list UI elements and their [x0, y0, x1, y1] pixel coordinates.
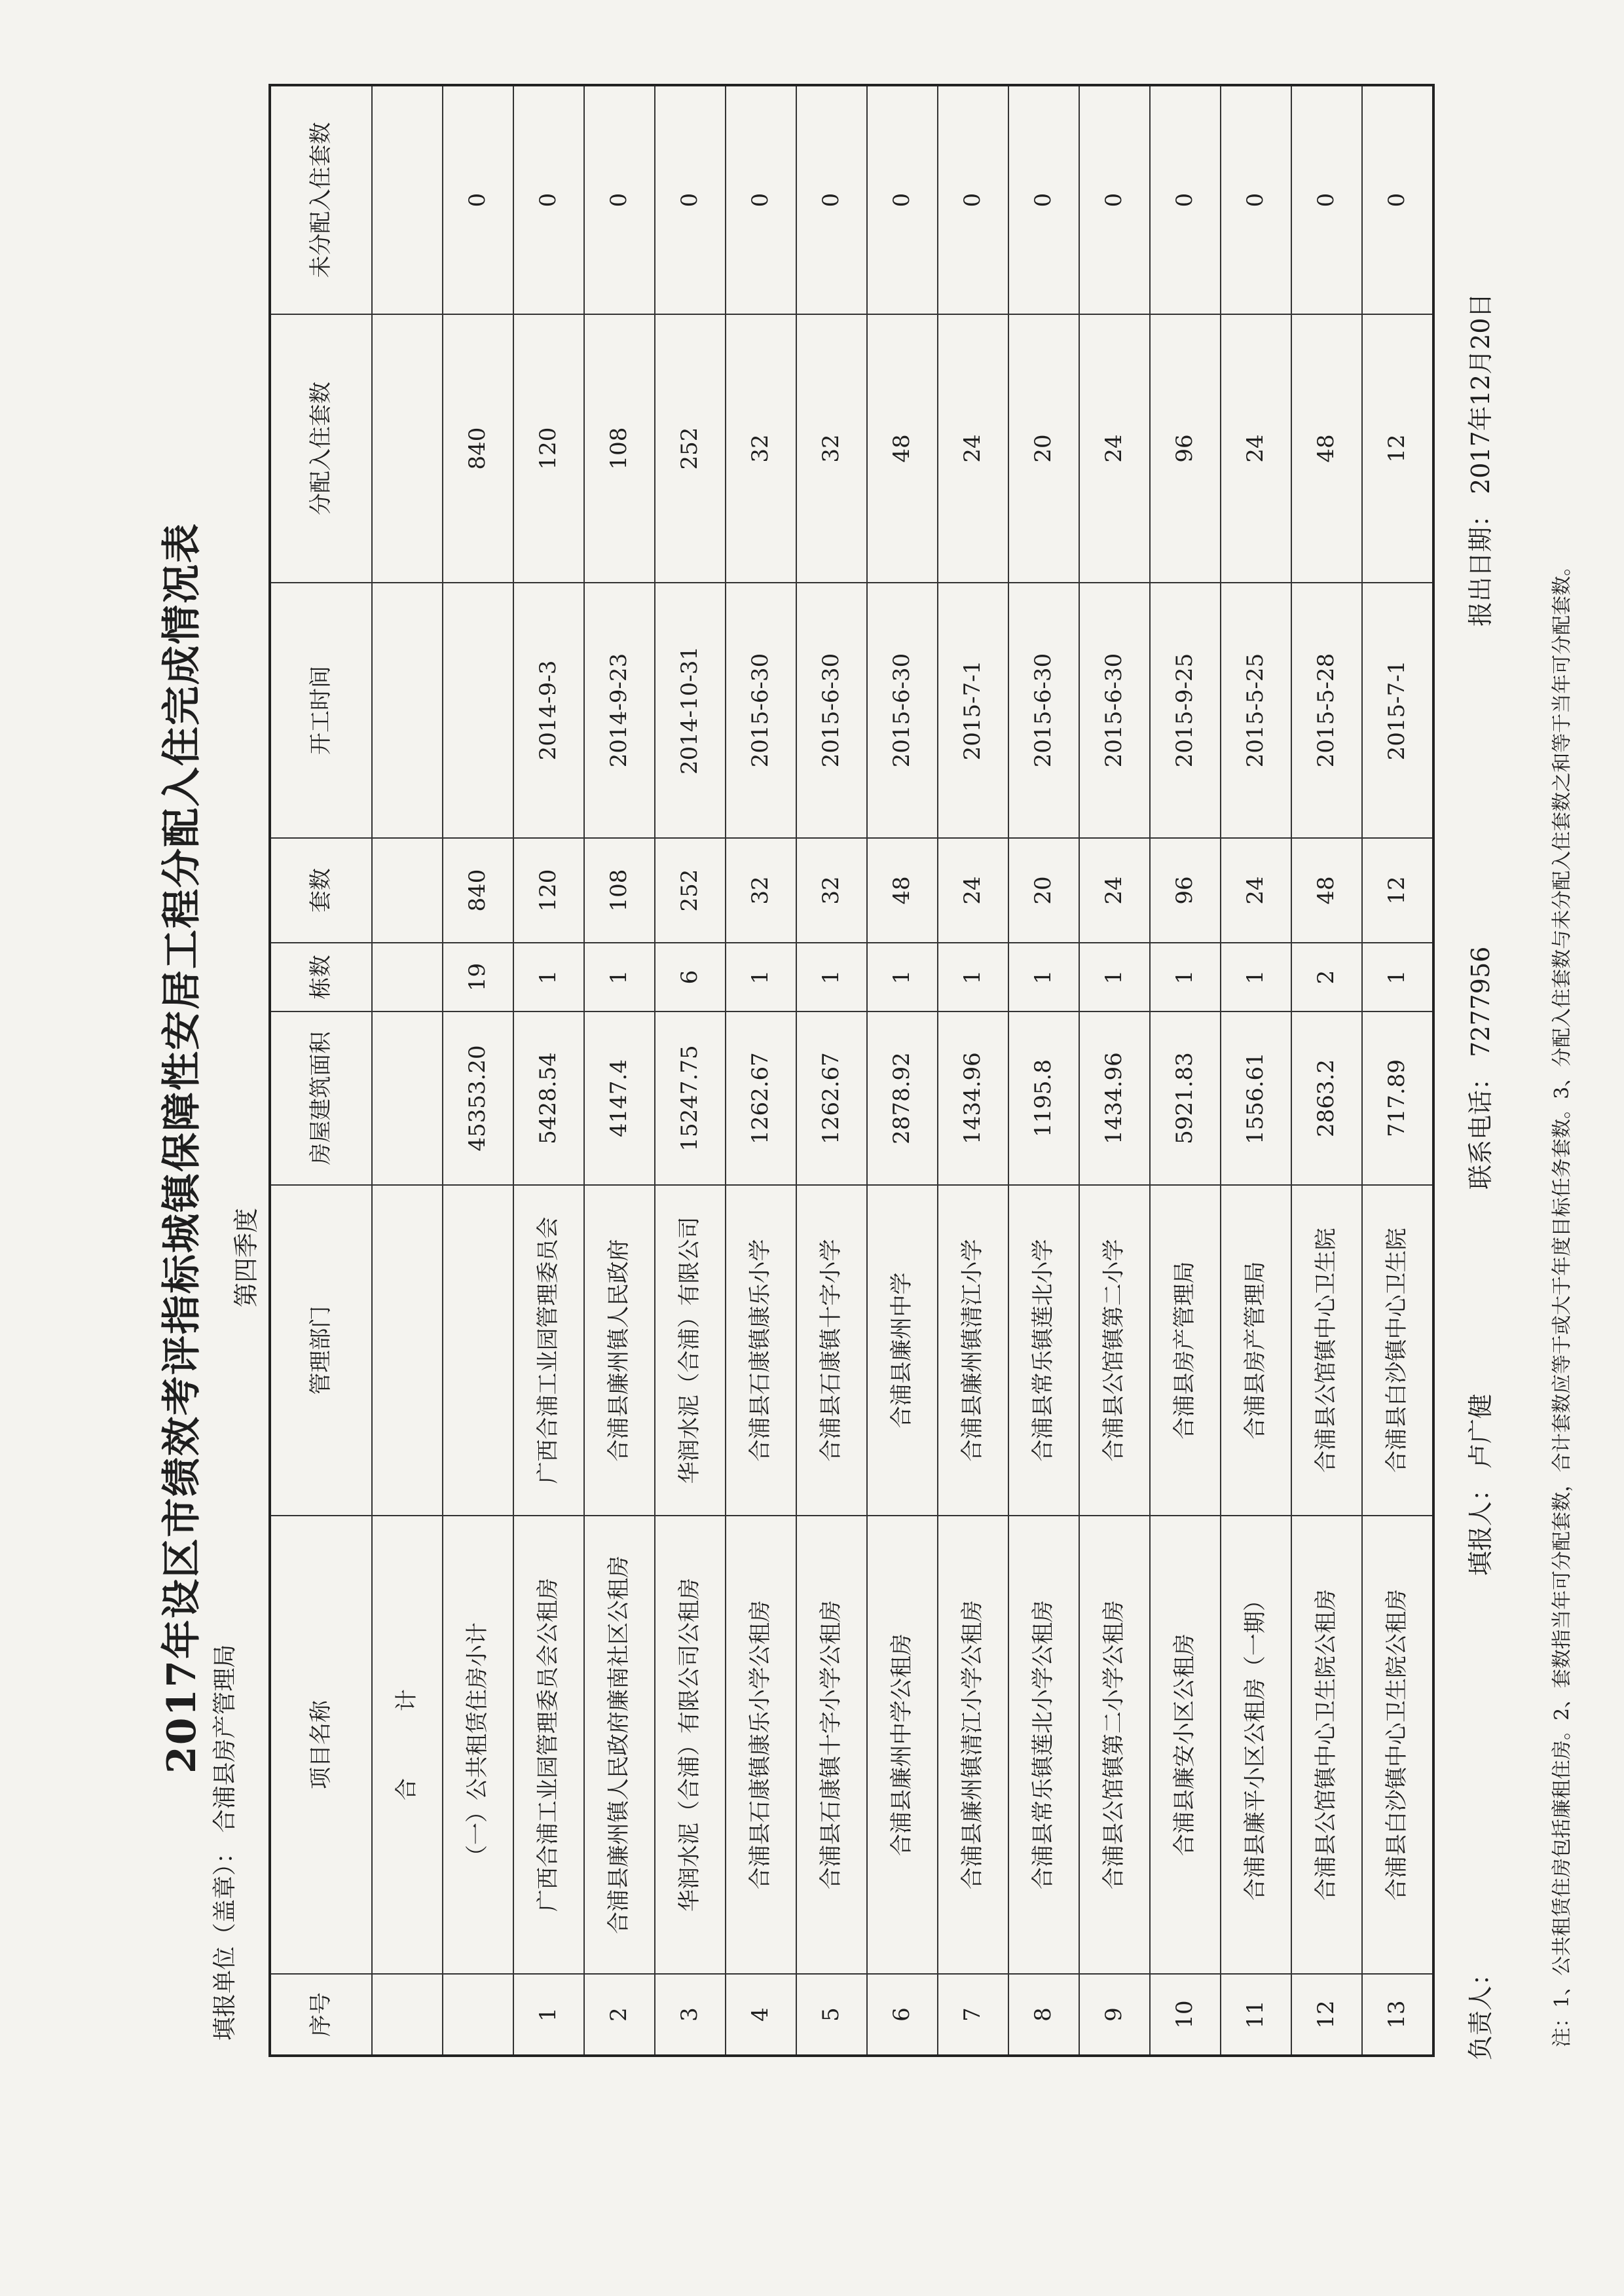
report-date: 报出日期： 2017年12月20日 [1466, 293, 1495, 627]
cell-buildings: 1 [867, 943, 938, 1011]
total-allocated [372, 314, 443, 583]
table-row [1362, 85, 1433, 2056]
cell-allocated: 24 [1221, 314, 1291, 583]
cell-allocated: 48 [1291, 314, 1362, 583]
col-header-dept: 管理部门 [270, 1185, 372, 1516]
cell-units: 32 [726, 838, 796, 943]
cell-units: 24 [938, 838, 1008, 943]
table-row [1079, 85, 1150, 2056]
cell-start: 2015-9-25 [1150, 583, 1221, 838]
subtotal-dept [443, 1185, 513, 1516]
cell-allocated: 48 [867, 314, 938, 583]
cell-dept: 合浦县白沙镇中心卫生院 [1362, 1185, 1433, 1516]
cell-area: 5428.54 [513, 1011, 584, 1185]
subtotal-start [443, 583, 513, 838]
cell-start: 2015-5-25 [1221, 583, 1291, 838]
cell-allocated: 20 [1008, 314, 1079, 583]
cell-allocated: 24 [938, 314, 1008, 583]
cell-area: 1556.61 [1221, 1011, 1291, 1185]
cell-name: 合浦县白沙镇中心卫生院公租房 [1362, 1516, 1433, 1974]
cell-dept: 合浦县公馆镇中心卫生院 [1291, 1185, 1362, 1516]
cell-name: 广西合浦工业园管理委员会公租房 [513, 1516, 584, 1974]
col-header-units: 套数 [270, 838, 372, 943]
cell-dept: 合浦县廉州中学 [867, 1185, 938, 1516]
allocation-table [268, 84, 1435, 2057]
total-dept [372, 1185, 443, 1516]
cell-area: 15247.75 [655, 1011, 726, 1185]
cell-unallocated: 0 [938, 85, 1008, 314]
col-header-buildings: 栋数 [270, 943, 372, 1011]
cell-area: 1195.8 [1008, 1011, 1079, 1185]
cell-buildings: 1 [1362, 943, 1433, 1011]
cell-name: 合浦县廉安小区公租房 [1150, 1516, 1221, 1974]
cell-unallocated: 0 [1008, 85, 1079, 314]
table-row [1150, 85, 1221, 2056]
cell-units: 96 [1150, 838, 1221, 943]
cell-units: 12 [1362, 838, 1433, 943]
table-row [726, 85, 796, 2056]
cell-start: 2014-9-23 [584, 583, 655, 838]
cell-seq: 5 [796, 1974, 867, 2056]
cell-seq: 11 [1221, 1974, 1291, 2056]
cell-allocated: 252 [655, 314, 726, 583]
cell-dept: 合浦县廉州镇清江小学 [938, 1185, 1008, 1516]
header-row [270, 85, 372, 2056]
cell-dept: 合浦县石康镇康乐小学 [726, 1185, 796, 1516]
cell-units: 48 [1291, 838, 1362, 943]
cell-unallocated: 0 [1221, 85, 1291, 314]
cell-buildings: 1 [938, 943, 1008, 1011]
cell-start: 2015-7-1 [1362, 583, 1433, 838]
total-start [372, 583, 443, 838]
cell-unallocated: 0 [1362, 85, 1433, 314]
cell-units: 120 [513, 838, 584, 943]
subtotal-allocated: 840 [443, 314, 513, 583]
table-row [1221, 85, 1291, 2056]
cell-name: 合浦县公馆镇中心卫生院公租房 [1291, 1516, 1362, 1974]
cell-seq: 13 [1362, 1974, 1433, 2056]
cell-name: 合浦县廉州镇清江小学公租房 [938, 1516, 1008, 1974]
responsible-label: 负责人： [1466, 1960, 1495, 2060]
cell-allocated: 120 [513, 314, 584, 583]
total-buildings [372, 943, 443, 1011]
col-header-name: 项目名称 [270, 1516, 372, 1974]
phone-label: 联系电话： 7277956 [1466, 946, 1495, 1190]
subtotal-unallocated: 0 [443, 85, 513, 314]
cell-allocated: 96 [1150, 314, 1221, 583]
total-units [372, 838, 443, 943]
cell-start: 2014-10-31 [655, 583, 726, 838]
cell-seq: 7 [938, 1974, 1008, 2056]
cell-unallocated: 0 [513, 85, 584, 314]
table-row [584, 85, 655, 2056]
cell-area: 2878.92 [867, 1011, 938, 1185]
cell-area: 1434.96 [1079, 1011, 1150, 1185]
col-header-unallocated: 未分配入住套数 [270, 85, 372, 314]
cell-area: 5921.83 [1150, 1011, 1221, 1185]
cell-start: 2015-5-28 [1291, 583, 1362, 838]
cell-allocated: 24 [1079, 314, 1150, 583]
cell-start: 2014-9-3 [513, 583, 584, 838]
cell-seq: 8 [1008, 1974, 1079, 2056]
quarter-label: 第四季度 [232, 1207, 261, 1307]
cell-units: 24 [1221, 838, 1291, 943]
cell-area: 1262.67 [796, 1011, 867, 1185]
total-unallocated [372, 85, 443, 314]
table-row [867, 85, 938, 2056]
cell-unallocated: 0 [655, 85, 726, 314]
cell-name: 合浦县廉州镇人民政府廉南社区公租房 [584, 1516, 655, 1974]
cell-dept: 合浦县廉州镇人民政府 [584, 1185, 655, 1516]
cell-buildings: 1 [796, 943, 867, 1011]
table-row [513, 85, 584, 2056]
col-header-allocated: 分配入住套数 [270, 314, 372, 583]
cell-start: 2015-6-30 [867, 583, 938, 838]
subtotal-row [443, 85, 513, 2056]
cell-units: 108 [584, 838, 655, 943]
cell-allocated: 32 [726, 314, 796, 583]
cell-dept: 广西合浦工业园管理委员会 [513, 1185, 584, 1516]
cell-units: 24 [1079, 838, 1150, 943]
cell-name: 合浦县石康镇十字小学公租房 [796, 1516, 867, 1974]
cell-seq: 9 [1079, 1974, 1150, 2056]
cell-unallocated: 0 [1150, 85, 1221, 314]
subtotal-area: 45353.20 [443, 1011, 513, 1185]
reporting-unit: 填报单位（盖章）： 合浦县房产管理局 [212, 1644, 238, 2041]
cell-unallocated: 0 [584, 85, 655, 314]
cell-units: 20 [1008, 838, 1079, 943]
col-header-seq: 序号 [270, 1974, 372, 2056]
cell-unallocated: 0 [726, 85, 796, 314]
cell-unallocated: 0 [867, 85, 938, 314]
table-row [1291, 85, 1362, 2056]
cell-buildings: 1 [1150, 943, 1221, 1011]
cell-allocated: 108 [584, 314, 655, 583]
cell-start: 2015-6-30 [1079, 583, 1150, 838]
cell-unallocated: 0 [796, 85, 867, 314]
total-row [372, 85, 443, 2056]
filler-label: 填报人： 卢广健 [1466, 1393, 1495, 1576]
col-header-area: 房屋建筑面积 [270, 1011, 372, 1185]
cell-buildings: 1 [1008, 943, 1079, 1011]
cell-units: 252 [655, 838, 726, 943]
cell-dept: 合浦县常乐镇莲北小学 [1008, 1185, 1079, 1516]
cell-seq: 12 [1291, 1974, 1362, 2056]
total-label: 合 计 [372, 1516, 443, 1974]
table-row [796, 85, 867, 2056]
total-seq [372, 1974, 443, 2056]
subtotal-buildings: 19 [443, 943, 513, 1011]
cell-area: 1434.96 [938, 1011, 1008, 1185]
cell-dept: 合浦县石康镇十字小学 [796, 1185, 867, 1516]
cell-start: 2015-6-30 [1008, 583, 1079, 838]
cell-unallocated: 0 [1079, 85, 1150, 314]
cell-name: 合浦县公馆镇第二小学公租房 [1079, 1516, 1150, 1974]
cell-allocated: 12 [1362, 314, 1433, 583]
cell-units: 32 [796, 838, 867, 943]
cell-allocated: 32 [796, 314, 867, 583]
cell-buildings: 1 [726, 943, 796, 1011]
cell-start: 2015-6-30 [796, 583, 867, 838]
cell-unallocated: 0 [1291, 85, 1362, 314]
cell-buildings: 6 [655, 943, 726, 1011]
cell-area: 1262.67 [726, 1011, 796, 1185]
cell-units: 48 [867, 838, 938, 943]
total-area [372, 1011, 443, 1185]
cell-dept: 合浦县房产管理局 [1221, 1185, 1291, 1516]
cell-start: 2015-7-1 [938, 583, 1008, 838]
subtotal-units: 840 [443, 838, 513, 943]
cell-name: 华润水泥（合浦）有限公司公租房 [655, 1516, 726, 1974]
footnote: 注：1、公共租赁住房包括廉租住房。2、套数指当年可分配套数，合计套数应等于或大于年度目标任务套数。3、分配入住套数与未分配入住套数之和等于当年可分配套数。 [1551, 556, 1574, 2047]
cell-area: 717.89 [1362, 1011, 1433, 1185]
cell-seq: 1 [513, 1974, 584, 2056]
cell-name: 合浦县廉平小区公租房（一期） [1221, 1516, 1291, 1974]
cell-name: 合浦县常乐镇莲北小学公租房 [1008, 1516, 1079, 1974]
cell-buildings: 1 [1221, 943, 1291, 1011]
subtotal-label: （一）公共租赁住房小计 [443, 1516, 513, 1974]
cell-start: 2015-6-30 [726, 583, 796, 838]
cell-area: 4147.4 [584, 1011, 655, 1185]
table-row [655, 85, 726, 2056]
cell-area: 2863.2 [1291, 1011, 1362, 1185]
cell-seq: 3 [655, 1974, 726, 2056]
document-title: 2017年设区市绩效考评指标城镇保障性安居工程分配入住完成情况表 [159, 522, 205, 1774]
cell-buildings: 1 [513, 943, 584, 1011]
cell-dept: 合浦县房产管理局 [1150, 1185, 1221, 1516]
table-row [938, 85, 1008, 2056]
cell-seq: 2 [584, 1974, 655, 2056]
cell-buildings: 1 [584, 943, 655, 1011]
cell-seq: 10 [1150, 1974, 1221, 2056]
subtotal-seq [443, 1974, 513, 2056]
cell-dept: 合浦县公馆镇第二小学 [1079, 1185, 1150, 1516]
cell-buildings: 1 [1079, 943, 1150, 1011]
cell-seq: 4 [726, 1974, 796, 2056]
cell-name: 合浦县石康镇康乐小学公租房 [726, 1516, 796, 1974]
cell-seq: 6 [867, 1974, 938, 2056]
cell-buildings: 2 [1291, 943, 1362, 1011]
table-row [1008, 85, 1079, 2056]
cell-dept: 华润水泥（合浦）有限公司 [655, 1185, 726, 1516]
cell-name: 合浦县廉州中学公租房 [867, 1516, 938, 1974]
col-header-start: 开工时间 [270, 583, 372, 838]
